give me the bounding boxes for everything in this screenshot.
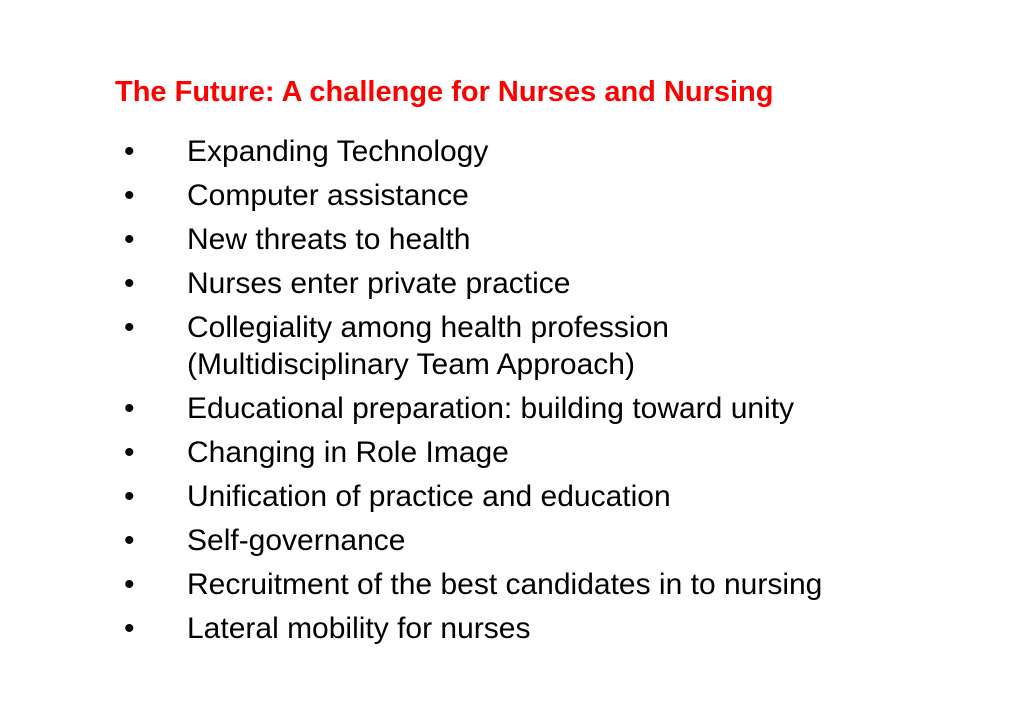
list-item — [0, 130, 1030, 174]
list-item — [0, 387, 1030, 431]
bullet-icon: • — [124, 436, 135, 469]
bullet-text: Educational preparation: building toward unity — [187, 392, 795, 425]
list-item — [0, 475, 1030, 519]
list-item — [0, 519, 1030, 563]
list-item — [0, 174, 1030, 218]
bullet-text: Changing in Role Image — [187, 436, 509, 469]
bullet-icon: • — [124, 568, 135, 601]
bullet-icon: • — [124, 524, 135, 557]
bullet-text: Self-governance — [187, 524, 406, 557]
bullet-text: Lateral mobility for nurses — [187, 612, 531, 645]
bullet-text: Unification of practice and education — [187, 480, 671, 513]
bullet-list — [0, 130, 1030, 651]
bullet-text — [187, 306, 1030, 387]
bullet-text-line-1: Collegiality among health profession — [187, 311, 669, 344]
bullet-text-line-2: (Multidisciplinary Team Approach) — [187, 348, 635, 381]
bullet-text: New threats to health — [187, 223, 471, 256]
bullet-icon: • — [124, 311, 135, 344]
list-item — [0, 607, 1030, 651]
bullet-icon: • — [124, 392, 135, 425]
bullet-icon: • — [124, 135, 135, 168]
list-item — [0, 262, 1030, 306]
list-item — [0, 431, 1030, 475]
bullet-text: Computer assistance — [187, 179, 469, 212]
bullet-text: Expanding Technology — [187, 135, 489, 168]
bullet-icon: • — [124, 179, 135, 212]
bullet-text: Nurses enter private practice — [187, 267, 571, 300]
bullet-icon: • — [124, 223, 135, 256]
bullet-icon: • — [124, 612, 135, 645]
bullet-icon: • — [124, 267, 135, 300]
list-item — [0, 306, 1030, 387]
slide-title: The Future: A challenge for Nurses and Nursing — [115, 76, 774, 108]
bullet-text: Recruitment of the best candidates in to nursing — [187, 568, 823, 601]
list-item — [0, 218, 1030, 262]
bullet-icon: • — [124, 480, 135, 513]
list-item — [0, 563, 1030, 607]
